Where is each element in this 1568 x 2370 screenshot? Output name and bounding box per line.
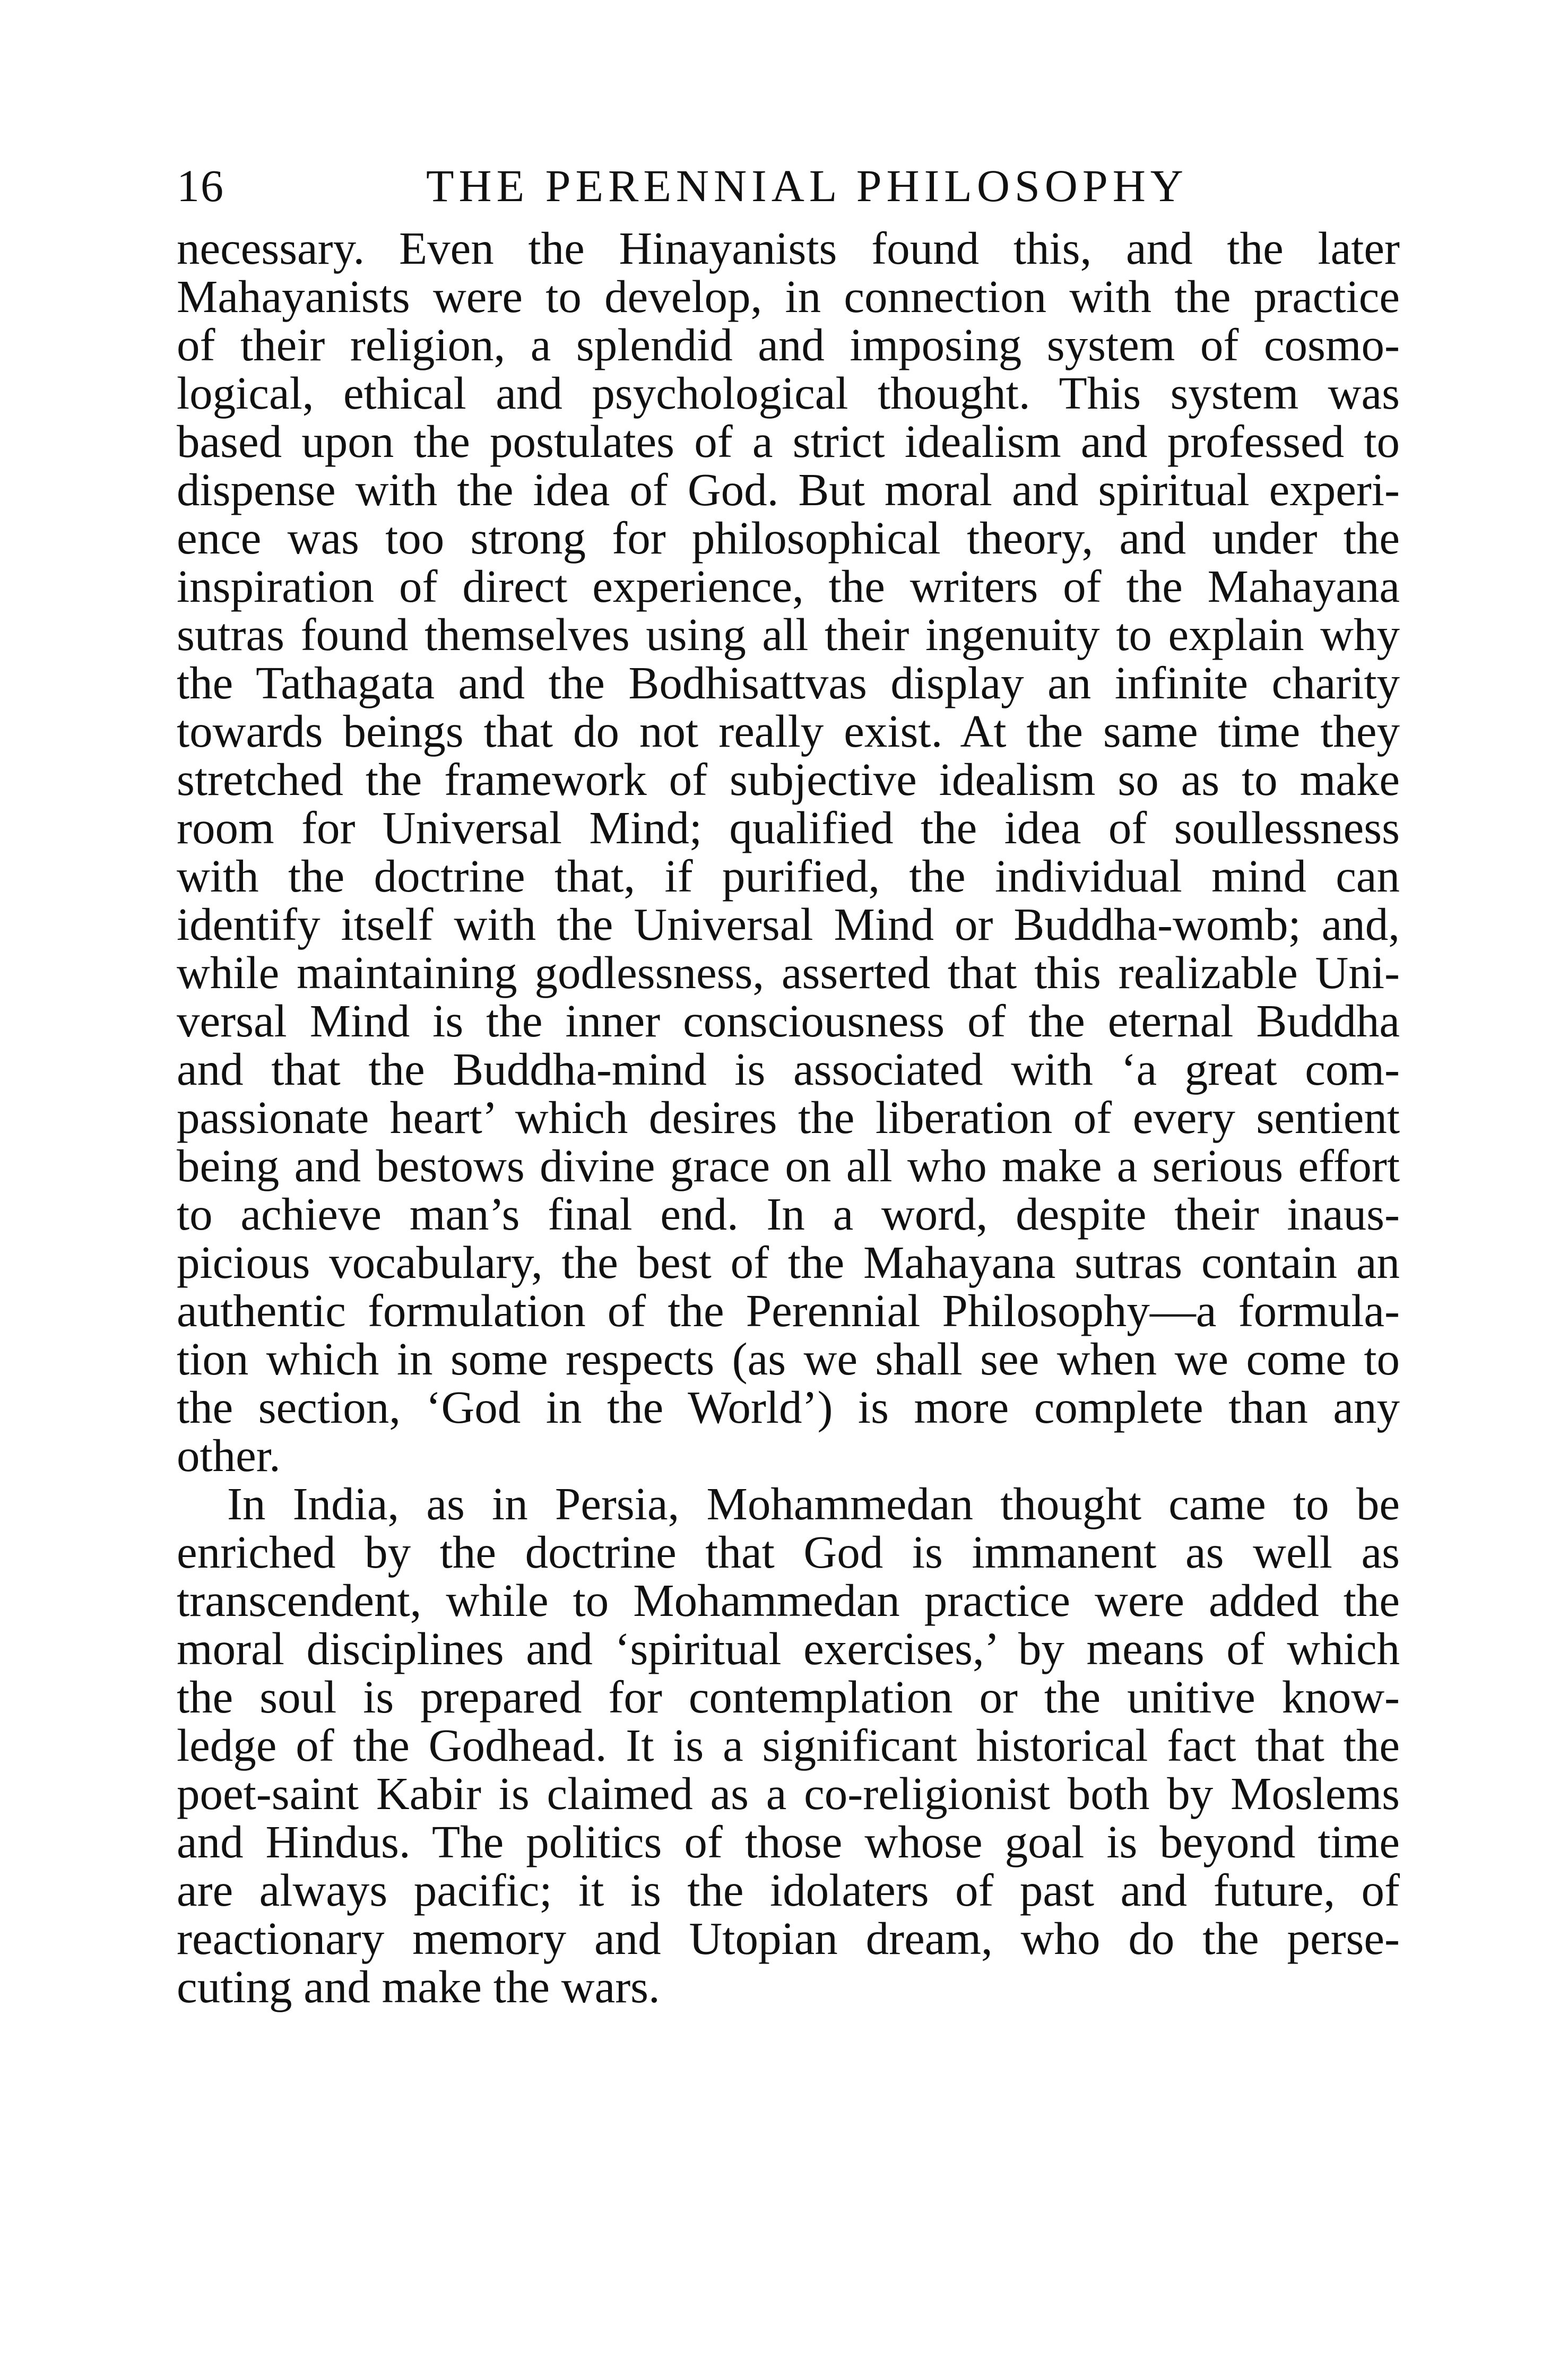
body-text <box>177 224 1400 2011</box>
text-line: to achieve man’s final end. In a word, despite their inaus- <box>177 1188 1400 1240</box>
text-line: while maintaining godlessness, asserted that this realizable Uni- <box>177 947 1400 998</box>
text-line: authentic formulation of the Perennial Philosophy—a formula- <box>177 1285 1400 1336</box>
text-line: ledge of the Godhead. It is a significant historical fact that the <box>177 1719 1400 1771</box>
text-line: room for Universal Mind; qualified the idea of soullessness <box>177 802 1400 853</box>
text-line: ence was too strong for philosophical theory, and under the <box>177 512 1400 564</box>
paragraph-1 <box>177 224 1400 1480</box>
text-line: logical, ethical and psychological thought. This system was <box>177 367 1400 419</box>
text-line: stretched the framework of subjective idealism so as to make <box>177 754 1400 805</box>
text-line: Mahayanists were to develop, in connection with the practice <box>177 271 1400 322</box>
running-head <box>177 154 1400 218</box>
text-line: cuting and make the wars. <box>177 1961 660 2012</box>
text-line: poet-saint Kabir is claimed as a co-religionist both by Moslems <box>177 1768 1400 1819</box>
text-line: the Tathagata and the Bodhisattvas display an infinite charity <box>177 657 1400 708</box>
text-line: passionate heart’ which desires the liberation of every sentient <box>177 1092 1400 1143</box>
running-title: THE PERENNIAL PHILOSOPHY <box>426 160 1188 211</box>
page-number: 16 <box>177 160 224 211</box>
text-line: moral disciplines and ‘spiritual exercises,’ by means of which <box>177 1623 1400 1674</box>
text-line: other. <box>177 1430 281 1481</box>
text-line: dispense with the idea of God. But moral and spiritual experi- <box>177 464 1400 515</box>
text-line: the soul is prepared for contemplation or the unitive know- <box>177 1671 1400 1723</box>
text-line: necessary. Even the Hinayanists found this, and the later <box>177 222 1400 274</box>
text-line: with the doctrine that, if purified, the individual mind can <box>177 850 1400 902</box>
paragraph-2 <box>177 1480 1400 2011</box>
text-line: In India, as in Persia, Mohammedan thought came to be <box>227 1478 1400 1529</box>
text-line: towards beings that do not really exist. At the same time they <box>177 705 1400 757</box>
text-line: reactionary memory and Utopian dream, who do the perse- <box>177 1913 1400 1964</box>
text-line: transcendent, while to Mohammedan practice were added the <box>177 1575 1400 1626</box>
text-line: the section, ‘God in the World’) is more complete than any <box>177 1381 1400 1433</box>
text-line: inspiration of direct experience, the writers of the Mahayana <box>177 560 1400 612</box>
text-line: sutras found themselves using all their ingenuity to explain why <box>177 609 1400 660</box>
text-line: being and bestows divine grace on all who make a serious effort <box>177 1140 1400 1191</box>
text-line: and Hindus. The politics of those whose goal is beyond time <box>177 1816 1400 1867</box>
text-line: picious vocabulary, the best of the Mahayana sutras contain an <box>177 1236 1400 1288</box>
text-line: versal Mind is the inner consciousness of the eternal Buddha <box>177 995 1400 1046</box>
text-line: tion which in some respects (as we shall see when we come to <box>177 1333 1400 1385</box>
text-line: identify itself with the Universal Mind or Buddha-womb; and, <box>177 898 1400 950</box>
text-line: enriched by the doctrine that God is immanent as well as <box>177 1526 1400 1578</box>
text-line: and that the Buddha-mind is associated with ‘a great com- <box>177 1043 1400 1095</box>
text-line: are always pacific; it is the idolaters of past and future, of <box>177 1864 1400 1916</box>
text-line: based upon the postulates of a strict idealism and professed to <box>177 416 1400 467</box>
text-line: of their religion, a splendid and imposing system of cosmo- <box>177 319 1400 370</box>
